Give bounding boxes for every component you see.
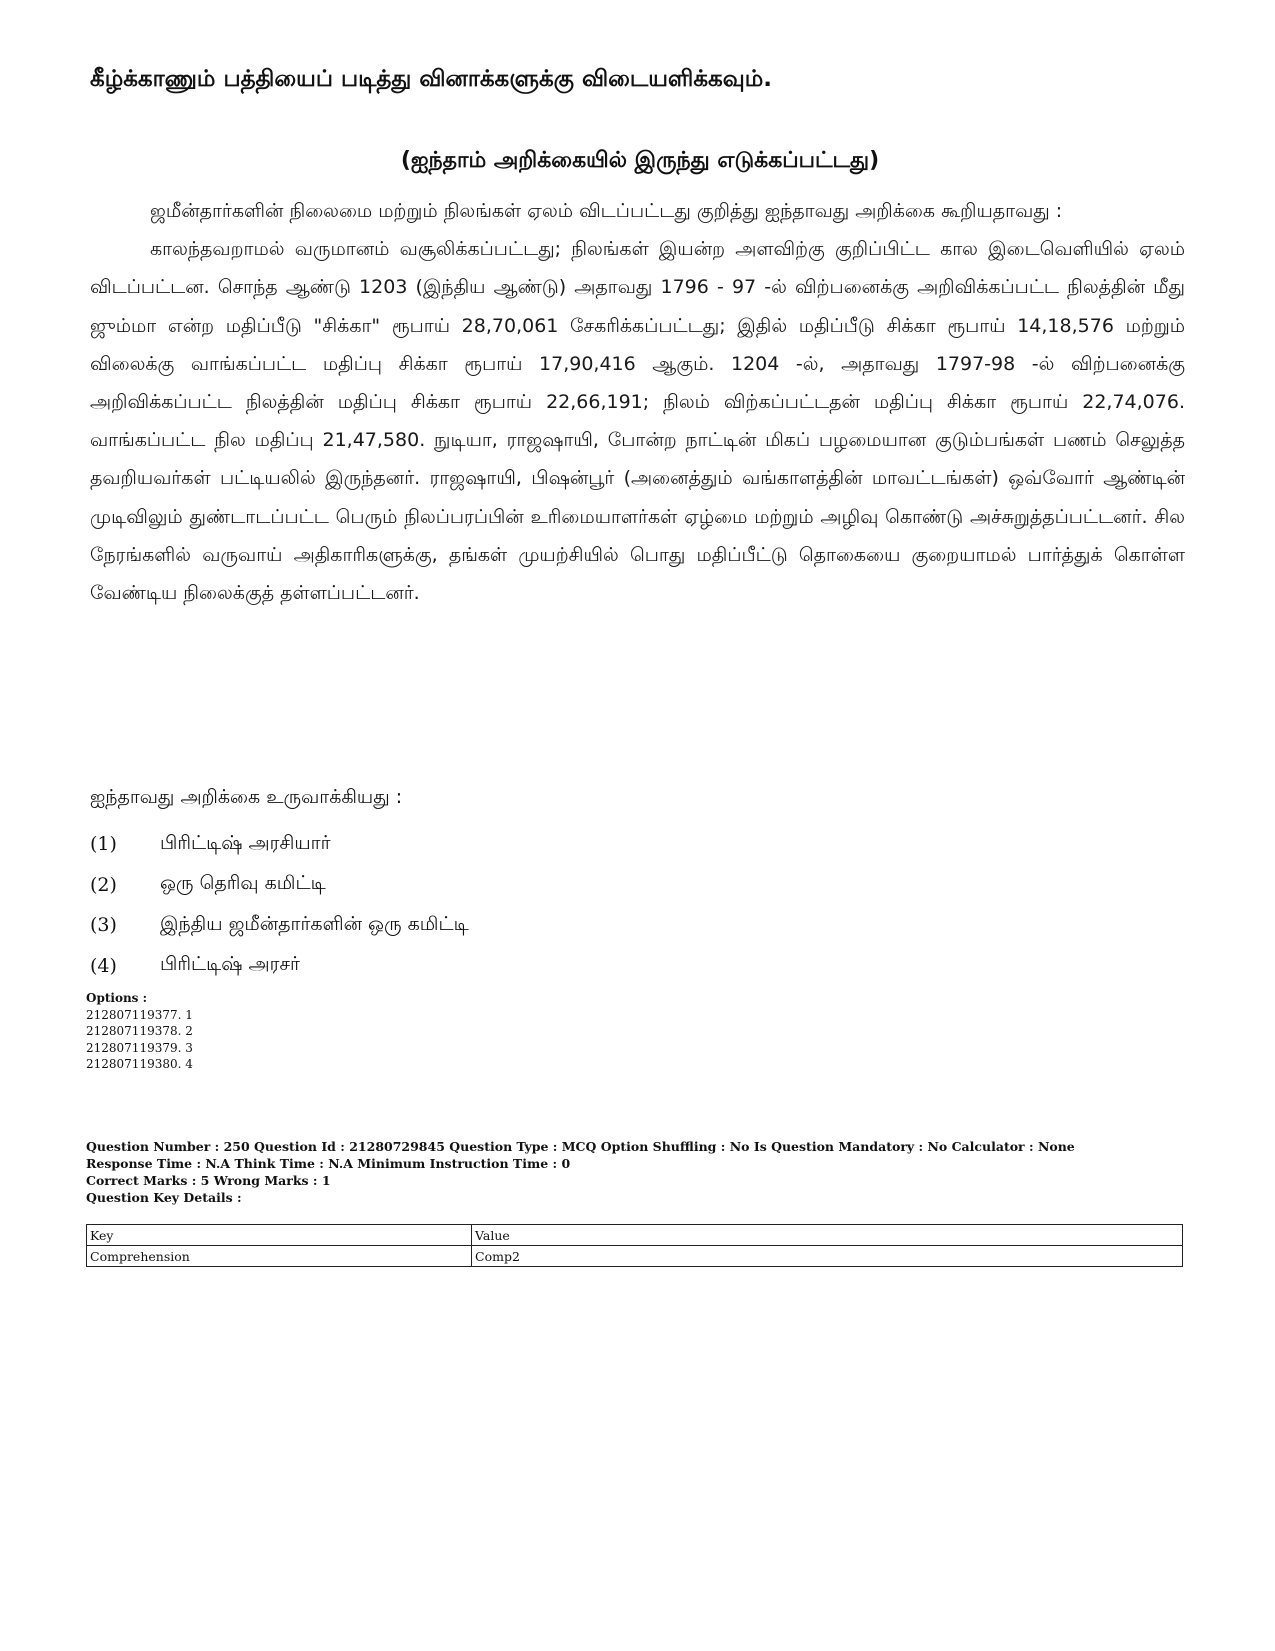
comprehension-passage — [90, 192, 1185, 612]
table-header-cell: Key — [87, 1225, 472, 1246]
option-ids-label: Options : — [86, 991, 148, 1005]
option-1[interactable] — [90, 824, 1090, 865]
instruction-heading: கீழ்க்காணும் பத்தியைப் படித்து வினாக்களுக்கு விடையளிக்கவும். — [90, 66, 773, 92]
passage-paragraph-1: ஜமீன்தார்களின் நிலைமை மற்றும் நிலங்கள் ஏலம் விடப்பட்டது குறித்து ஐந்தாவது அறிக்கை கூறியதாவது : — [150, 200, 1063, 222]
table-cell: Comp2 — [472, 1246, 1183, 1267]
passage-paragraph-2: காலந்தவறாமல் வருமானம் வசூலிக்கப்பட்டது; நிலங்கள் இயன்ற அளவிற்கு குறிப்பிட்ட கால இடைவெளியில் ஏலம் விடப்பட்டன. சொந்த ஆண்டு 1203 (இந்திய ஆண்டு) அதாவது 1796 - 97 -ல் விற்பனைக்கு அறிவிக்கப்பட்ட நிலத்தின் மீது ஜும்மா என்ற மதிப்பீடு "சிக்கா" ரூபாய் 28,70,061 சேகரிக்கப்பட்டது; இதில் மதிப்பீடு சிக்கா ரூபாய் 14,18,576 மற்றும் விலைக்கு வாங்கப்பட்ட மதிப்பு சிக்கா ரூபாய் 17,90,416 ஆகும். 1204 -ல், அதாவது 1797-98 -ல் விற்பனைக்கு அறிவிக்கப்பட்ட நிலத்தின் மதிப்பு சிக்கா ரூபாய் 22,66,191; நிலம் விற்கப்பட்டதன் மதிப்பு சிக்கா ரூபாய் 22,74,076. வாங்கப்பட்ட நில மதிப்பு 21,47,580. நுடியா, ராஜஷாயி, போன்ற நாட்டின் மிகப் பழமையான குடும்பங்கள் பணம் செலுத்த தவறியவர்கள் பட்டியலில் இருந்தனர். ராஜஷாயி, பிஷன்பூர் (அனைத்தும் வங்காளத்தின் மாவட்டங்கள்) ஒவ்வோர் ஆண்டின் முடிவிலும் துண்டாடப்பட்ட பெரும் நிலப்பரப்பின் உரிமையாளர்கள் ஏழ்மை மற்றும் அழிவு கொண்டு அச்சுறுத்தப்பட்டனர். சில நேரங்களில் வருவாய் அதிகாரிகளுக்கு, தங்கள் முயற்சியில் பொது மதிப்பீட்டு தொகையை குறையாமல் பார்த்துக் கொள்ள வேண்டிய நிலைக்குத் தள்ளப்பட்டனர். — [90, 238, 1185, 605]
question-key-table — [86, 1224, 1183, 1267]
option-ids-list — [86, 990, 486, 1073]
option-text: பிரிட்டிஷ் அரசியார் — [160, 831, 331, 854]
option-id: 212807119379. 3 — [86, 1040, 193, 1055]
option-3[interactable] — [90, 905, 1090, 946]
option-number: (1) — [90, 833, 117, 856]
answer-options — [90, 824, 1090, 986]
timing-meta-line: Response Time : N.A Think Time : N.A Minimum Instruction Time : 0 — [86, 1156, 571, 1171]
option-number: (2) — [90, 873, 117, 896]
option-id: 212807119377. 1 — [86, 1007, 193, 1022]
option-text: இந்திய ஜமீன்தார்களின் ஒரு கமிட்டி — [160, 912, 469, 935]
option-number: (4) — [90, 954, 117, 977]
table-header-cell: Value — [472, 1225, 1183, 1246]
passage-source-subtitle: (ஐந்தாம் அறிக்கையில் இருந்து எடுக்கப்பட்டது) — [400, 148, 880, 173]
option-2[interactable] — [90, 865, 1090, 906]
option-number: (3) — [90, 914, 117, 937]
question-meta-line: Question Number : 250 Question Id : 21280729845 Question Type : MCQ Option Shuffling : No Is Question Mandatory : No Calculator : None — [86, 1139, 1075, 1154]
table-row — [87, 1246, 1183, 1267]
key-details-label: Question Key Details : — [86, 1190, 242, 1205]
option-id: 212807119378. 2 — [86, 1024, 193, 1038]
table-header-row — [87, 1225, 1183, 1246]
marks-meta-line: Correct Marks : 5 Wrong Marks : 1 — [86, 1173, 331, 1188]
table-cell: Comprehension — [87, 1246, 472, 1267]
question-text: ஐந்தாவது அறிக்கை உருவாக்கியது : — [90, 786, 403, 808]
option-text: ஒரு தெரிவு கமிட்டி — [160, 872, 326, 895]
option-id: 212807119380. 4 — [86, 1057, 193, 1071]
question-metadata — [86, 1138, 1186, 1206]
option-4[interactable] — [90, 946, 1090, 987]
option-text: பிரிட்டிஷ் அரசர் — [160, 953, 300, 976]
